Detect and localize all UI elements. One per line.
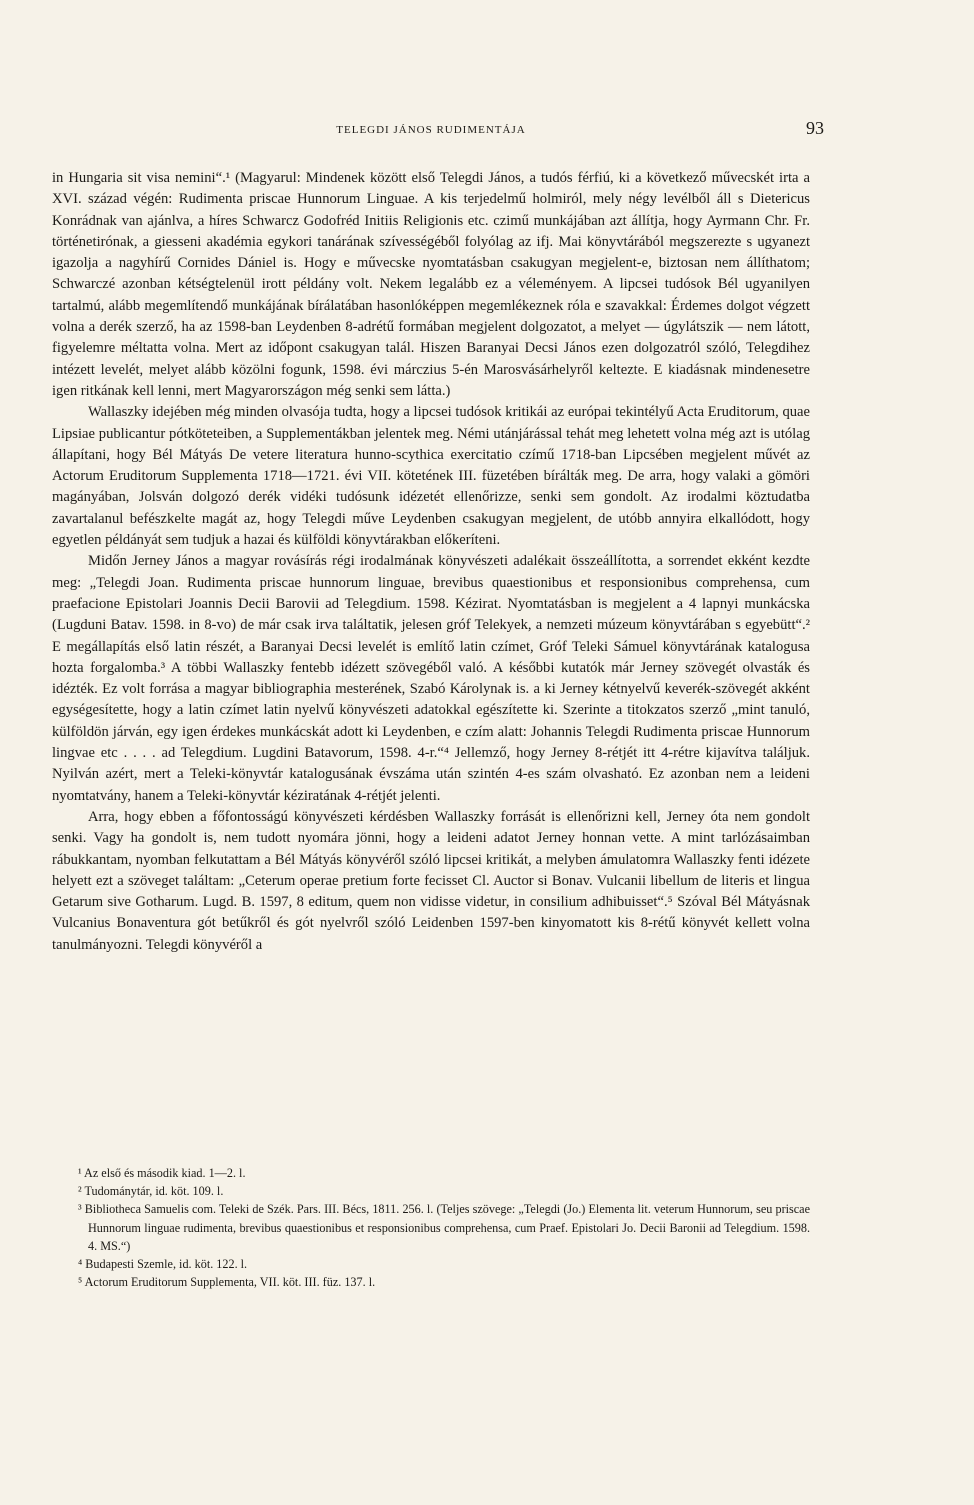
main-text [52, 168, 810, 956]
footnote-1: ¹ Az első és második kiad. 1—2. l. [78, 1166, 246, 1180]
page-number: 93 [806, 118, 824, 138]
paragraph-1: in Hungaria sit visa nemini“.¹ (Magyarul: Mindenek között első Telegdi János, a tudós férfiú, ki a következő művecskét irta a XVI. század végén: Rudimenta priscae Hunnorum Linguae. A kis terjedelmű holmiról, mely négy levélből áll s Dietericus Konrádnak van ajánlva, a híres Schwarcz Godofréd Initiis Religionis etc. czimű munkájában azt állítja, hogy Ayrmann Chr. Fr. történetirónak, a giesseni akadémia egykori tanárának szívességéből folyólag az ifj. Mai könyvtárából megszerezte s ugyanezt igazolja a nagyhírű Cornides Dániel is. Hogy e művecske nyomtatásban csakugyan megjelent-e, biztosan nem állíthatom; Schwarczé azonban kétségtelenül irott példány volt. Nekem legalább ez a véleményem. A lipcsei tudósok Bél ugyanilyen tartalmú, alább megemlítendő munkájának bírálatában hasonlóképpen megemlékeznek róla e szavakkal: Érdemes dolgot végzett volna a derék szerző, ha az 1598-ban Leydenben 8-adrétű formában megjelent dolgozatot, a melyet — úgylátszik — nem látott, figyelemre méltatta volna. Mert az időpont csakugyan talál. Hiszen Baranyai Decsi János ezen dolgozatról szóló, Telegdihez intézett levelét, melyet alább közölni fogunk, 1598. évi márczius 5-én Marosvásárhelyről keltezte. E kiadásnak mindenesetre igen ritkának kell lenni, mert Magyarországon még senki sem látta.) [52, 170, 810, 399]
running-title: TELEGDI JÁNOS RUDIMENTÁJA [336, 124, 526, 136]
footnotes [52, 1164, 810, 1291]
paragraph-3: Midőn Jerney János a magyar rovásírás régi irodalmának könyvészeti adalékait összeállította, a sorrendet ekként kezdte meg: „Telegdi Joan. Rudimenta priscae hunnorum linguae, brevibus quaestionibus et responsionibus comprehensa, cum praefacione Epistolari Joannis Decii Barovii ad Telegdium. 1598. Kézirat. Nyomtatásban is megjelent a 4 lapnyi munkácska (Lugduni Batav. 1598. in 8-vo) de már csak irva találtatik, jelesen gróf Telekyek, a nemzeti múzeum könyvtárában s egyebütt“.² E megállapítás első latin részét, a Baranyai Decsi levelét is említő latin czímet, Gróf Teleki Sámuel könyvtárának katalogusa hozta forgalomba.³ A többi Wallaszky fentebb idézett szövegéből való. A későbbi kutatók már Jerney szövegét olvasták és idézték. Ez volt forrása a magyar bibliographia mesterének, Szabó Károlynak is. a ki Jerney kétnyelvű keverék-szövegét akként egységesítette, hogy a latin czímet latin nyelvű könyvészeti adatokkal egészítette ki. Szerinte a titokzatos szerző „mint tanuló, külföldön járván, egy igen érdekes munkácskát adott ki Leydenben, e czím alatt: Johannis Telegdi Rudimenta priscae Hunnorum lingvae etc . . . . ad Telegdium. Lugdini Batavorum, 1598. 4-r.“⁴ Jellemző, hogy Jerney 8-rétjét itt 4-rétre kijavítva találjuk. Nyilván azért, mert a Teleki-könyvtár katalogusának évszáma után szintén 4-es szám olvasható. Ez azonban nem a leideni nyomtatvány, hanem a Teleki-könyvtár kéziratának 4-rétjét jelenti. [52, 553, 810, 804]
paragraph-4: Arra, hogy ebben a főfontosságú könyvészeti kérdésben Wallaszky forrását is ellenőrizni kell, Jerney óta nem gondolt senki. Vagy ha gondolt is, nem tudott nyomára jönni, hogy a leideni adatot Jerney honnan vette. A mint tarlózásaimban rábukkantam, nyomban felkutattam a Bél Mátyás könyvéről szóló lipcsei kritikát, a melyben ámulatomra Wallaszky fenti idézete helyett ezt a szöveget találtam: „Ceterum operae pretium forte fecisset Cl. Auctor si Bonav. Vulcanii libellum de literis et lingua Getarum sive Gotharum. Lugd. B. 1597, 8 editum, quem non vidisse videtur, in consilium adhibuisset“.⁵ Szóval Bél Mátyásnak Vulcanius Bonaventura gót betűkről és gót nyelvről szóló Leidenben 1597-ben kinyomatott kis 8-rétű könyvét kellett volna tanulmányozni. Telegdi könyvéről a [52, 808, 810, 953]
paragraph-2: Wallaszky idejében még minden olvasója tudta, hogy a lipcsei tudósok kritikái az európai tekintélyű Acta Eruditorum, quae Lipsiae publicantur pótköteteiben, a Supplementákban jelentek meg. Némi utánjárással tehát meg lehetett volna még azt is utólag állapítani, hogy Bél Mátyás De vetere literatura hunno-scythica exercitatio czímű 1718-ban Lipcsében megjelent művét az Actorum Eruditorum Supplementa 1718—1721. évi VII. kötetének III. füzetében bírálták meg. De arra, hogy valaki a gömöri magányában, Jolsván dolgozó derék vidéki tudósunk idézetét ellenőrizze, senki sem gondolt. Az irodalmi köztudatba zavartalanul befészkelte magát az, hogy Telegdi műve Leydenben csakugyan megjelent, de utóbb annyira elkallódott, hogy egyetlen példányát sem tudjuk a hazai és külföldi könyvtárakban előkeríteni. [52, 404, 810, 549]
footnote-3: ³ Bibliotheca Samuelis com. Teleki de Szék. Pars. III. Bécs, 1811. 256. l. (Teljes szövege: „Telegdi (Jo.) Elementa lit. veterum Hunnorum, seu priscae Hunnorum linguae rudimenta, brevibus quaestionibus et responsionibus comprehensa, cum Praef. Epistolari Jo. Decii Baronii ad Telegdium. 1598. 4. MS.“) [78, 1202, 810, 1253]
footnote-4: ⁴ Budapesti Szemle, id. köt. 122. l. [78, 1257, 248, 1272]
footnote-5: ⁵ Actorum Eruditorum Supplementa, VII. köt. III. füz. 137. l. [78, 1275, 376, 1290]
footnote-2: ² Tudománytár, id. köt. 109. l. [78, 1184, 224, 1199]
